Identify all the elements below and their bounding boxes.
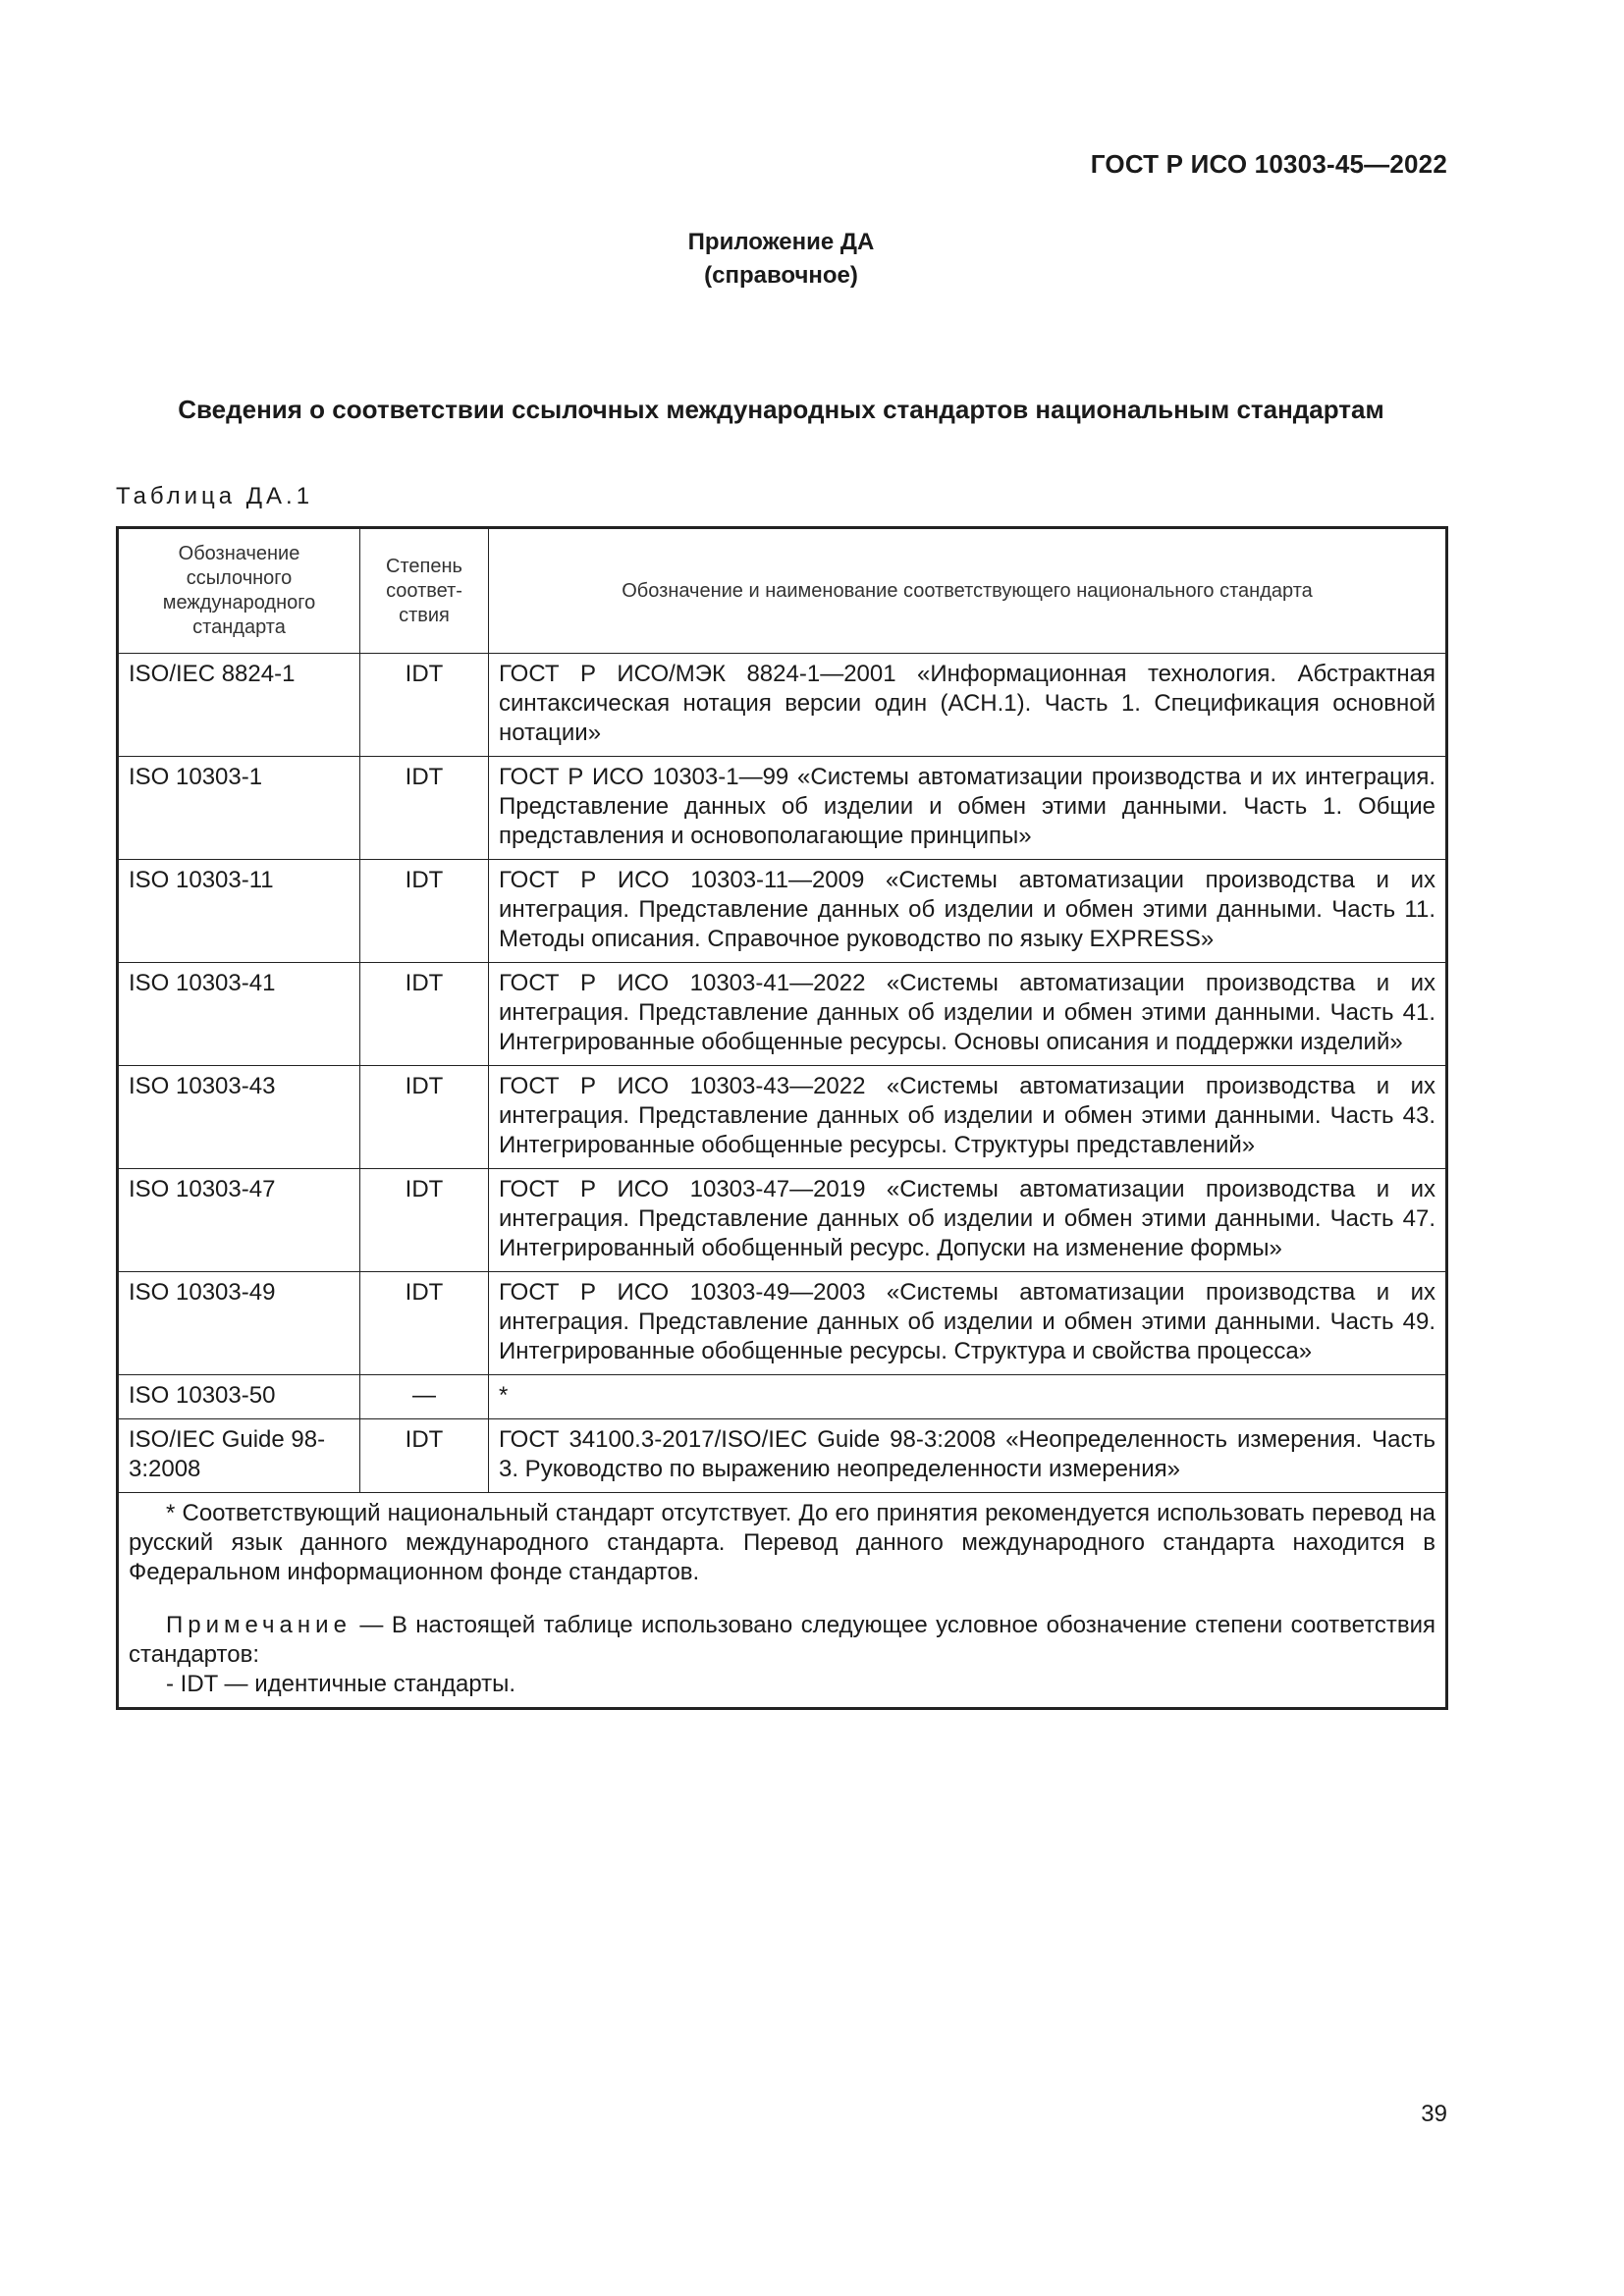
section-title: Сведения о соответствии ссылочных международных стандартов национальным стандартам (178, 395, 1384, 424)
table-row (118, 1272, 1447, 1375)
note (129, 1611, 1435, 1670)
table-row (118, 757, 1447, 860)
appendix-title: Приложение ДА (687, 229, 875, 255)
cell-degree: IDT (360, 860, 489, 963)
table-row (118, 963, 1447, 1066)
cell-national: ГОСТ Р ИСО 10303-47—2019 «Системы автоматизации производства и их интеграция. Представление данных об изделии и обмен этими данными. Часть 47. Интегрированный обобщенный ресурс. Допуски на изменение формы» (489, 1169, 1447, 1272)
footnote-text: * Соответствующий национальный стандарт отсутствует. До его принятия рекомендуется использовать перевод на русский язык данного международного стандарта. Перевод данного международного стандарта находится в Федеральном информационном фонде стандартов. (129, 1500, 1435, 1585)
cell-degree: IDT (360, 654, 489, 757)
cell-intl: ISO 10303-47 (118, 1169, 360, 1272)
table-row (118, 860, 1447, 963)
cell-degree: — (360, 1375, 489, 1419)
header-intl-standard: Обозначение ссылочного международного стандарта (118, 528, 360, 654)
cell-intl: ISO 10303-41 (118, 963, 360, 1066)
table-row (118, 654, 1447, 757)
table-row (118, 1169, 1447, 1272)
document-number: ГОСТ Р ИСО 10303-45—2022 (1090, 149, 1447, 179)
cell-national: ГОСТ Р ИСО 10303-41—2022 «Системы автоматизации производства и их интеграция. Представление данных об изделии и обмен этими данными. Часть 41. Интегрированные обобщенные ресурсы. Основы описания и поддержки изделий» (489, 963, 1447, 1066)
cell-intl: ISO 10303-50 (118, 1375, 360, 1419)
table-header-row (118, 528, 1447, 654)
cell-degree: IDT (360, 1066, 489, 1169)
cell-national: ГОСТ Р ИСО 10303-1—99 «Системы автоматизации производства и их интеграция. Представление данных об изделии и обмен этими данными. Часть 1. Общие представления и основополагающие принципы» (489, 757, 1447, 860)
appendix-heading (0, 226, 1562, 293)
cell-degree: IDT (360, 963, 489, 1066)
note-item: - IDT — идентичные стандарты. (166, 1671, 516, 1697)
note-label: Примечание (166, 1612, 352, 1638)
cell-national: * (489, 1375, 1447, 1419)
cell-national: ГОСТ Р ИСО 10303-11—2009 «Системы автоматизации производства и их интеграция. Представление данных об изделии и обмен этими данными. Часть 11. Методы описания. Справочное руководство по языку EXPRESS» (489, 860, 1447, 963)
cell-degree: IDT (360, 1272, 489, 1375)
cell-national: ГОСТ Р ИСО/МЭК 8824-1—2001 «Информационная технология. Абстрактная синтаксическая нотация версии один (АСН.1). Часть 1. Спецификация основной нотации» (489, 654, 1447, 757)
cell-intl: ISO/IEC Guide 98-3:2008 (118, 1419, 360, 1493)
cell-national: ГОСТ Р ИСО 10303-49—2003 «Системы автоматизации производства и их интеграция. Представление данных об изделии и обмен этими данными. Часть 49. Интегрированные обобщенные ресурсы. Структура и свойства процесса» (489, 1272, 1447, 1375)
cell-national: ГОСТ 34100.3-2017/ISO/IEC Guide 98-3:2008 «Неопределенность измерения. Часть 3. Руководство по выражению неопределенности измерения» (489, 1419, 1447, 1493)
cell-national: ГОСТ Р ИСО 10303-43—2022 «Системы автоматизации производства и их интеграция. Представление данных об изделии и обмен этими данными. Часть 43. Интегрированные обобщенные ресурсы. Структуры представлений» (489, 1066, 1447, 1169)
cell-degree: IDT (360, 1419, 489, 1493)
table-row (118, 1419, 1447, 1493)
correspondence-table (116, 526, 1448, 1710)
cell-intl: ISO 10303-11 (118, 860, 360, 963)
cell-degree: IDT (360, 1169, 489, 1272)
page-number: 39 (1421, 2101, 1447, 2127)
table-row (118, 1375, 1447, 1419)
table-row (118, 1066, 1447, 1169)
header-national-standard: Обозначение и наименование соответствующего национального стандарта (489, 528, 1447, 654)
note-text: — В настоящей таблице использовано следующее условное обозначение степени соответствия стандартов: (129, 1612, 1436, 1668)
header-degree: Степень соответ-ствия (360, 528, 489, 654)
table-footnote-row (118, 1493, 1447, 1709)
footnote-cell (118, 1493, 1447, 1709)
cell-intl: ISO 10303-1 (118, 757, 360, 860)
table-caption: Таблица ДА.1 (116, 483, 314, 509)
cell-intl: ISO 10303-49 (118, 1272, 360, 1375)
cell-intl: ISO 10303-43 (118, 1066, 360, 1169)
cell-degree: IDT (360, 757, 489, 860)
appendix-subtitle: (справочное) (704, 262, 858, 289)
cell-intl: ISO/IEC 8824-1 (118, 654, 360, 757)
